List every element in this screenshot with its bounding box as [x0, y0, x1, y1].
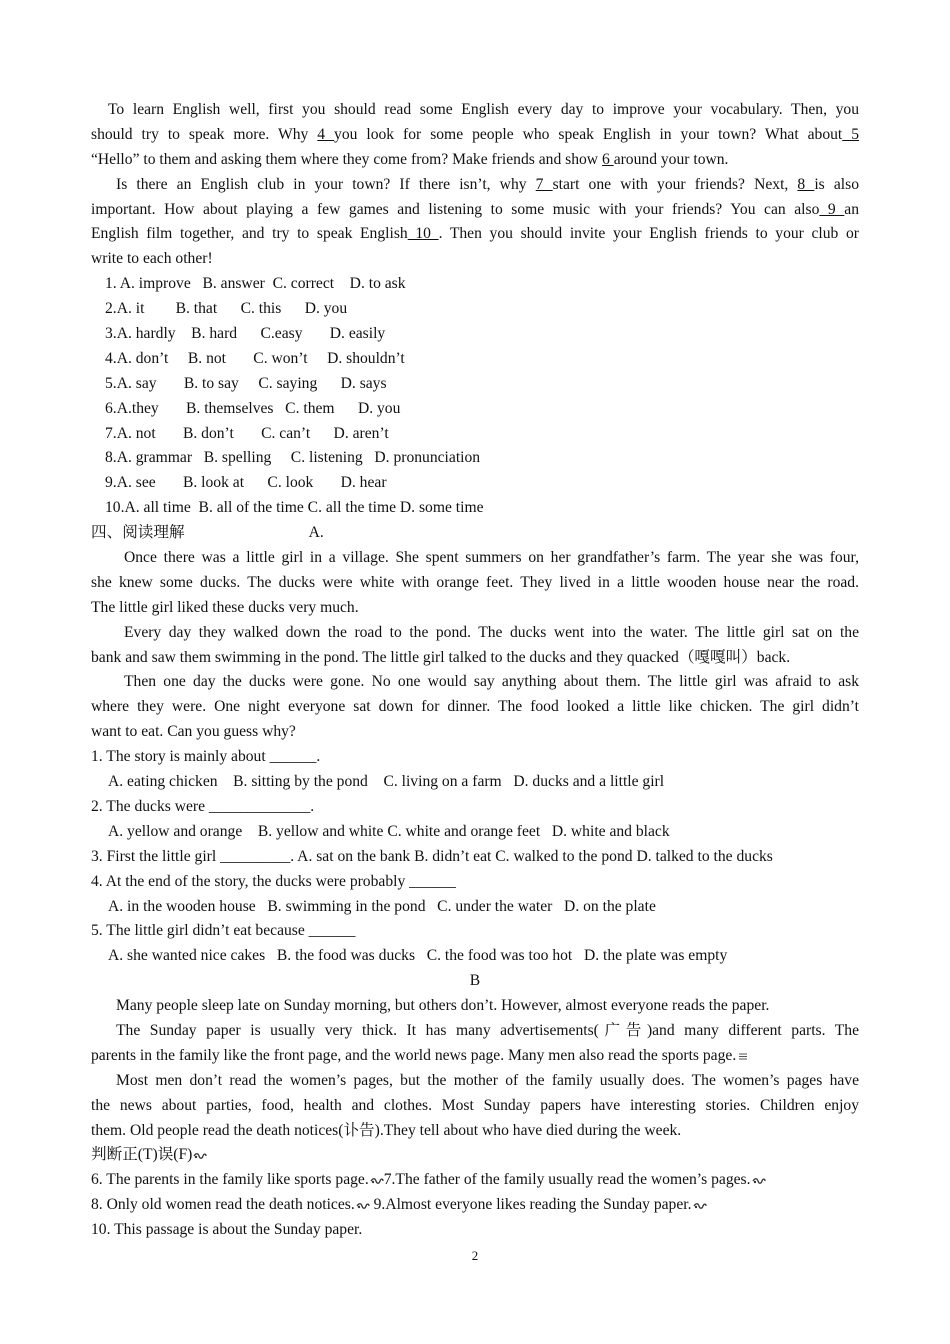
reading-a-passage	[91, 546, 859, 745]
text-line: The little girl liked these ducks very much.	[91, 598, 359, 616]
blank-8: 8	[797, 175, 815, 193]
line-break-mark-icon	[737, 1052, 748, 1060]
text-line: Most men don’t read the women’s pages, but the mother of the family usually does. The women’s pages have	[116, 1071, 859, 1089]
option-line: 1. A. improve B. answer C. correct D. to ask	[105, 275, 406, 293]
text-line: Is there an English club in your town? If there isn’t, why 7 start one with your friends? Next, 8 is also	[116, 175, 859, 193]
text-line: “Hello” to them and asking them where they come from? Make friends and show 6 around your town.	[91, 150, 729, 168]
paragraph-mark-icon	[356, 1202, 370, 1210]
text-line: write to each other!	[91, 250, 213, 268]
option-line: 9.A. see B. look at C. look D. hear	[105, 474, 387, 492]
blank-5: 5	[842, 125, 860, 143]
question-options: A. in the wooden house B. swimming in the pond C. under the water D. on the plate	[108, 897, 656, 915]
option-line: 5.A. say B. to say C. saying D. says	[105, 374, 387, 392]
question-options: A. yellow and orange B. yellow and white C. white and orange feet D. white and black	[108, 822, 670, 840]
option-line: 10.A. all time B. all of the time C. all the time D. some time	[105, 499, 484, 517]
text-line: should try to speak more. Why 4 you look for some people who speak English in your town? What about 5	[91, 125, 860, 143]
option-line: 3.A. hardly B. hard C.easy D. easily	[105, 325, 386, 343]
text-line: parents in the family like the front page, and the world news page. Many men also read the sports page.	[91, 1044, 859, 1069]
question-stem: 5. The little girl didn’t eat because ______	[91, 922, 356, 940]
text-line: English film together, and try to speak English 10 . Then you should invite your English friends to your club or	[91, 225, 859, 243]
question-stem: 3. First the little girl _________. A. sat on the bank B. didn’t eat C. walked to the pond D. talked to the ducks	[91, 847, 773, 865]
tf-line: 10. This passage is about the Sunday paper.	[91, 1221, 363, 1239]
text-line: The Sunday paper is usually very thick. It has many advertisements(广告)and many different parts. The	[116, 1021, 859, 1039]
option-line: 6.A.they B. themselves C. them D. you	[105, 399, 401, 417]
part-b-label: B	[469, 972, 481, 990]
blank-7: 7	[535, 175, 553, 193]
tf-line: 8. Only old women read the death notices. 9.Almost everyone likes reading the Sunday paper.	[91, 1193, 859, 1218]
question-stem: 2. The ducks were _____________.	[91, 797, 315, 815]
cloze-paragraph-1	[91, 98, 859, 173]
question-stem: 1. The story is mainly about ______.	[91, 748, 321, 766]
text-line: Then one day the ducks were gone. No one would say anything about them. The little girl was afraid to ask	[124, 673, 859, 691]
page-number: 2	[471, 1248, 479, 1263]
paragraph-mark-icon	[370, 1177, 384, 1185]
text-line: want to eat. Can you guess why?	[91, 723, 296, 741]
cloze-options	[91, 272, 859, 521]
question-options: A. she wanted nice cakes B. the food was ducks C. the food was too hot D. the plate was empty	[108, 947, 728, 965]
text-line: important. How about playing a few games and listening to some music with your friends? You can also 9 an	[91, 200, 860, 218]
blank-10: 10	[407, 225, 439, 243]
paragraph-mark-icon	[752, 1177, 766, 1185]
text-line: Once there was a little girl in a village. She spent summers on her grandfather’s farm. The year she was four,	[124, 549, 859, 567]
text-line: where they were. One night everyone sat down for dinner. The food looked a little like chicken. The girl didn’t	[91, 698, 859, 716]
text-line: To learn English well, first you should read some English every day to improve your vocabulary. Then, you	[108, 101, 859, 118]
option-line: 7.A. not B. don’t C. can’t D. aren’t	[105, 424, 389, 442]
text-line: Many people sleep late on Sunday morning, but others don’t. However, almost everyone reads the paper.	[116, 997, 770, 1015]
text-line: bank and saw them swimming in the pond. The little girl talked to the ducks and they quacked（嘎嘎叫）back.	[91, 648, 791, 666]
cloze-paragraph-2	[91, 173, 859, 273]
tf-heading: 判断正(T)误(F)	[91, 1143, 859, 1168]
question-options: A. eating chicken B. sitting by the pond C. living on a farm D. ducks and a little girl	[108, 773, 665, 791]
paragraph-mark-icon	[693, 1202, 707, 1210]
blank-4: 4	[317, 125, 335, 143]
reading-a-questions	[91, 745, 859, 969]
text-line: Every day they walked down the road to the pond. The ducks went into the water. The little girl sat on the	[124, 623, 859, 641]
tf-line: 6. The parents in the family like sports page. 7.The father of the family usually read the women’s pages.	[91, 1168, 859, 1193]
text-line: she knew some ducks. The ducks were white with orange feet. They lived in a little wooden house near the road.	[91, 573, 859, 591]
question-stem: 4. At the end of the story, the ducks were probably ______	[91, 872, 456, 890]
blank-9: 9	[819, 200, 845, 218]
document-page	[91, 98, 859, 1243]
text-line: the news about parties, food, health and clothes. Most Sunday papers have interesting stories. Children enjoy	[91, 1096, 859, 1114]
reading-b-passage	[91, 994, 859, 1143]
paragraph-mark-icon	[193, 1152, 207, 1160]
part-a-label: A.	[308, 524, 324, 542]
text-line: them. Old people read the death notices(讣告).They tell about who have died during the week.	[91, 1121, 682, 1139]
blank-6: 6	[601, 150, 614, 168]
option-line: 2.A. it B. that C. this D. you	[105, 300, 348, 318]
option-line: 8.A. grammar B. spelling C. listening D. pronunciation	[105, 449, 481, 467]
option-line: 4.A. don’t B. not C. won’t D. shouldn’t	[105, 349, 405, 367]
true-false-section	[91, 1143, 859, 1243]
section-heading: 四、阅读理解 A.	[91, 524, 324, 542]
